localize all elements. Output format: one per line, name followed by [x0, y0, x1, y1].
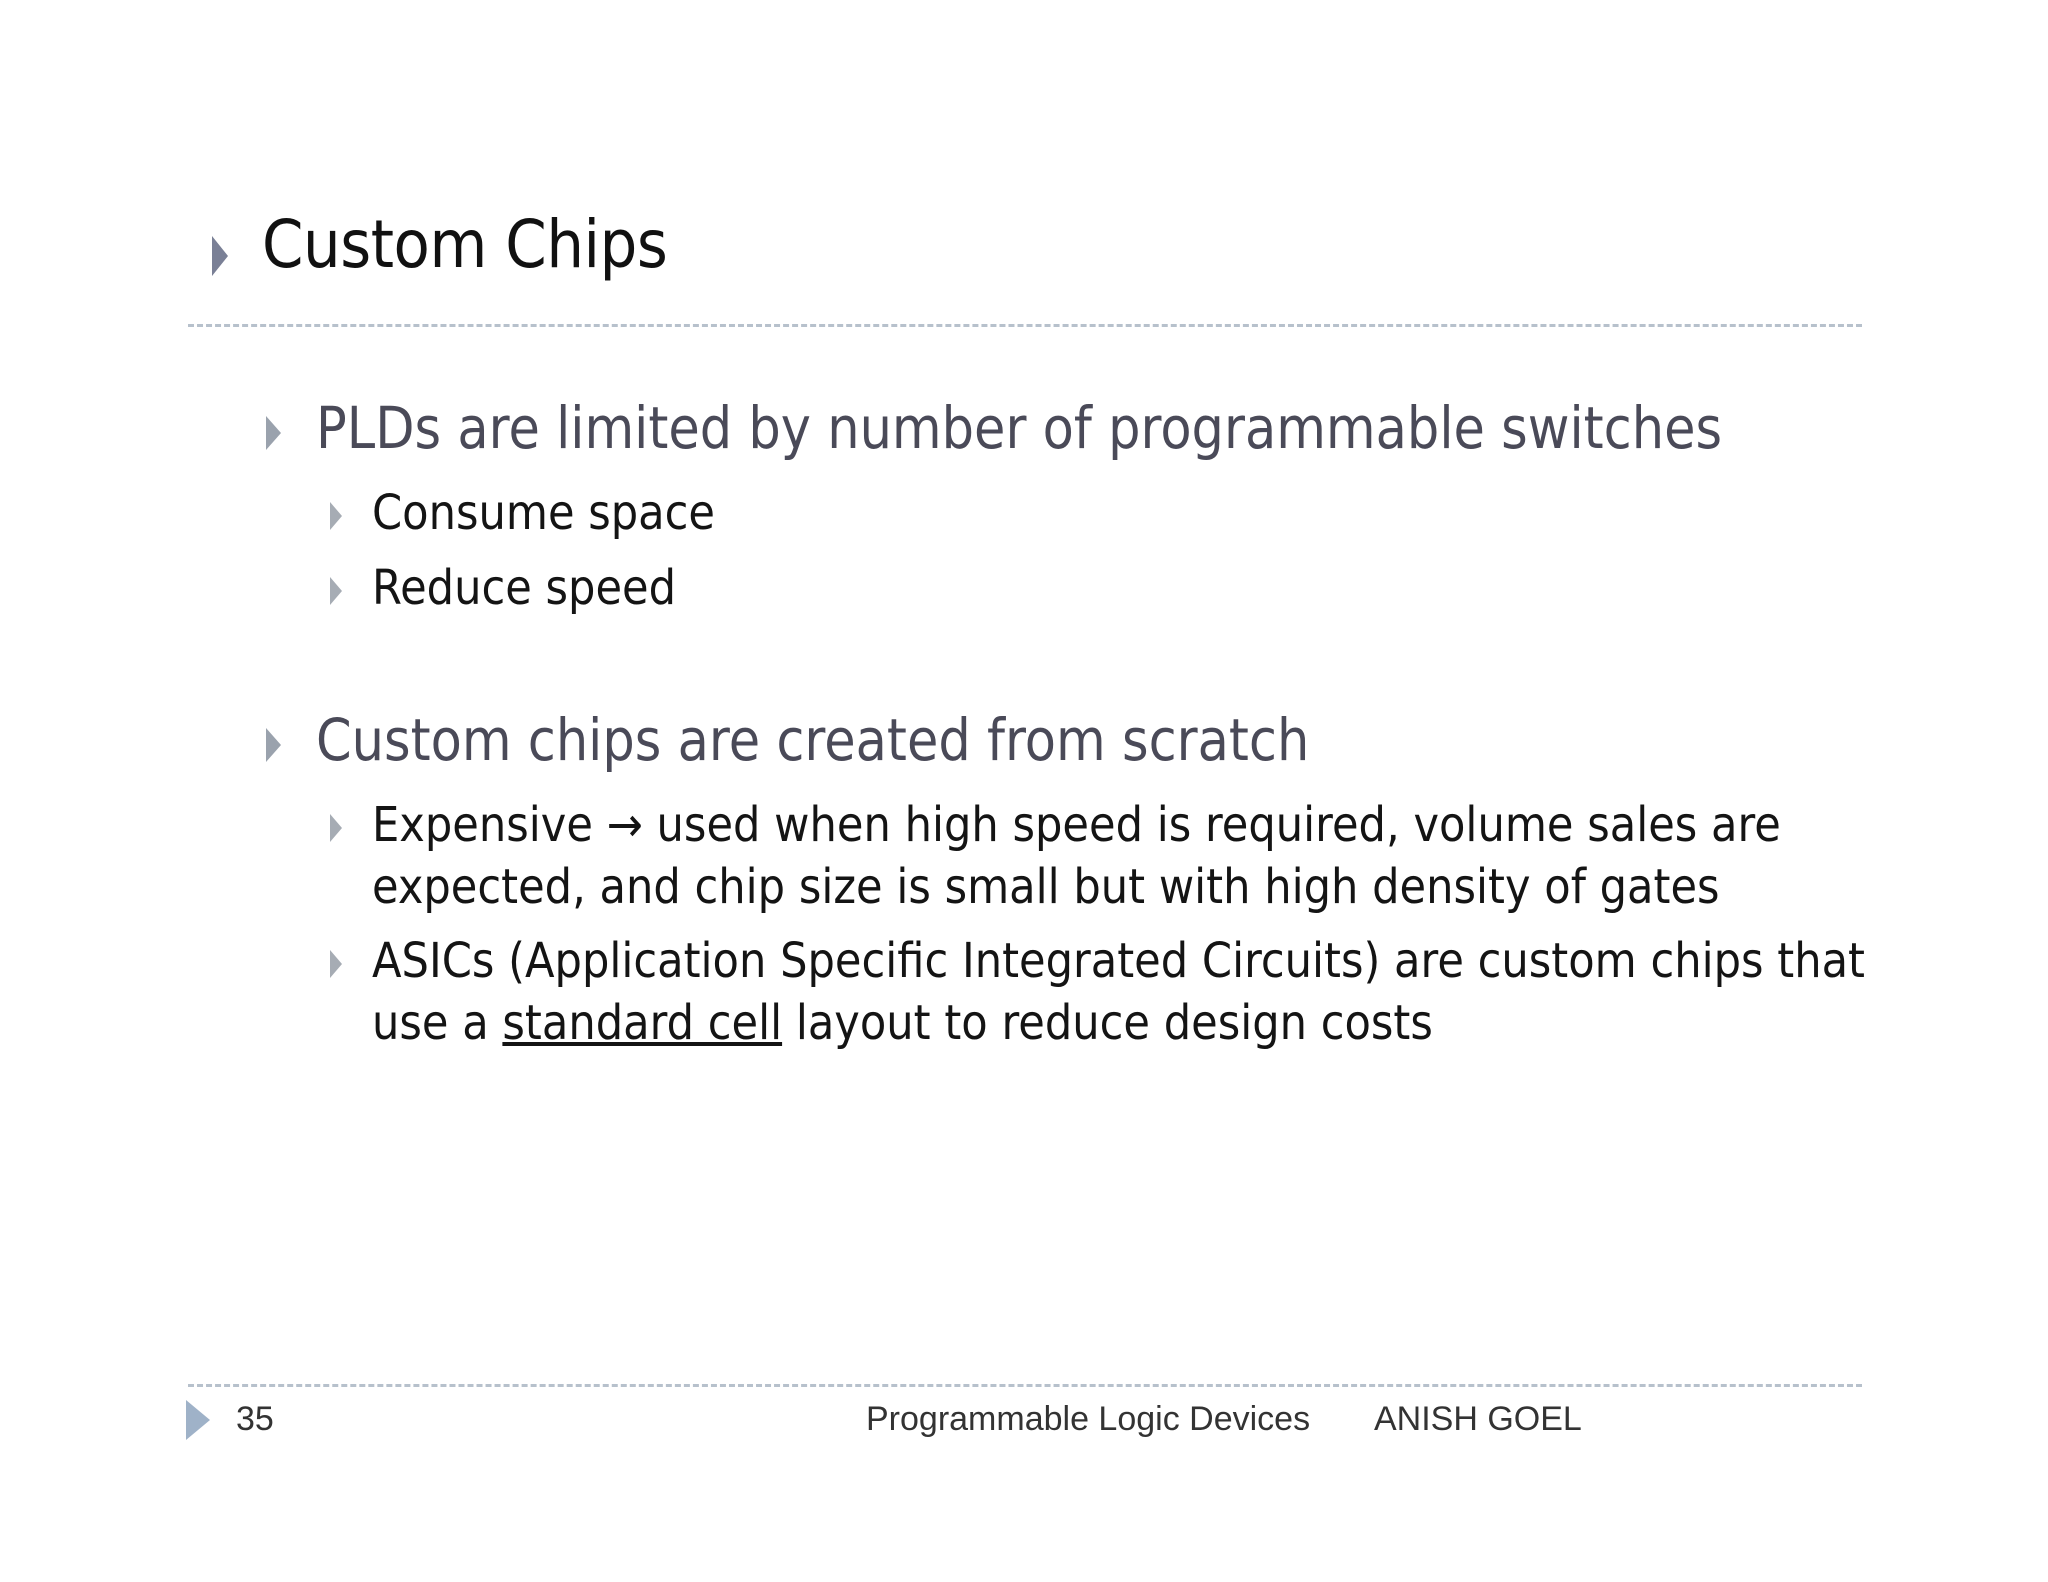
line-suffix: layout to reduce design costs: [782, 995, 1433, 1051]
footer-arrow-icon: [186, 1400, 210, 1440]
subbullet-arrow-icon: [330, 814, 342, 842]
subbullet-arrow-icon: [330, 950, 342, 978]
subbullet-1-2-text: Reduce speed: [372, 560, 677, 616]
subbullet-2-2-line-2: [372, 992, 1433, 1054]
title-divider: [188, 324, 1862, 327]
line-prefix: use a: [372, 995, 503, 1051]
subbullet-1-1-text: Consume space: [372, 485, 715, 541]
footer-author: ANISH GOEL: [1374, 1400, 1582, 1438]
standard-cell-term: standard cell: [502, 995, 783, 1051]
footer-divider: [188, 1384, 1862, 1387]
slide-title: Custom Chips: [262, 206, 668, 283]
subbullet-arrow-icon: [330, 577, 342, 605]
subbullet-2-1-line-1: Expensive → used when high speed is required, volume sales are: [372, 797, 1781, 853]
subbullet-2-2-line-1: ASICs (Application Specific Integrated Circuits) are custom chips that: [372, 933, 1866, 989]
bullet-1-text: PLDs are limited by number of programmable switches: [316, 394, 1723, 462]
subbullet-arrow-icon: [330, 502, 342, 530]
subbullet-2-1-line-2: expected, and chip size is small but with high density of gates: [372, 859, 1720, 915]
bullet-arrow-icon: [266, 728, 281, 762]
title-bullet-icon: [212, 236, 228, 276]
page-number: 35: [236, 1400, 274, 1438]
footer-course-title: Programmable Logic Devices: [866, 1400, 1311, 1438]
bullet-arrow-icon: [266, 416, 281, 450]
bullet-2-text: Custom chips are created from scratch: [316, 706, 1310, 774]
